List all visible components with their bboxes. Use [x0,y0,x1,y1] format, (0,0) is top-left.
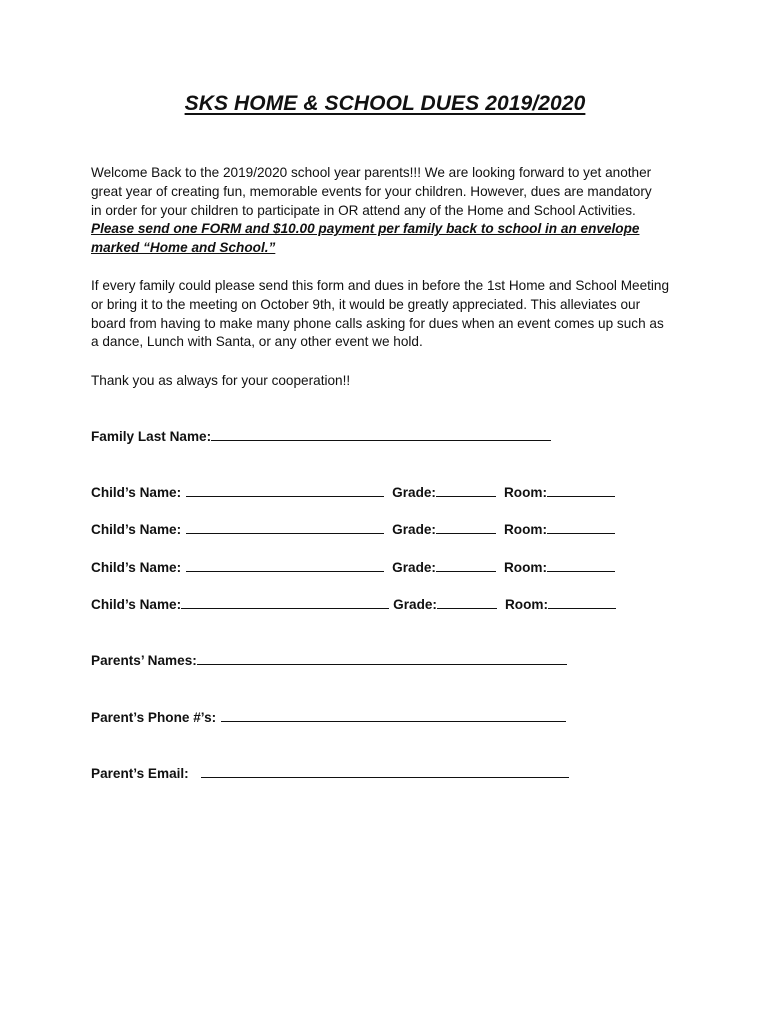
parents-names-row [91,652,567,668]
child-name-label: Child’s Name: [91,522,182,537]
room-label: Room: [503,485,548,500]
room-blank[interactable] [547,521,615,534]
request-line-4: a dance, Lunch with Santa, or any other event we hold. [91,334,423,350]
child-row [91,484,615,500]
room-blank[interactable] [547,484,615,497]
request-paragraph [91,277,691,352]
grade-blank[interactable] [437,596,497,609]
child-row [91,596,616,612]
payment-instruction-line-1: Please send one FORM and $10.00 payment per family back to school in an envelope [91,221,640,237]
grade-blank[interactable] [436,521,496,534]
payment-instruction-line-2: marked “Home and School.” [91,240,276,256]
room-label: Room: [503,560,548,575]
room-blank[interactable] [548,596,616,609]
grade-blank[interactable] [436,484,496,497]
grade-label: Grade: [392,522,436,537]
request-line-1: If every family could please send this form and dues in before the 1st Home and School Meeting [91,278,670,293]
family-last-name-row [91,428,551,444]
child-name-label: Child’s Name: [91,597,182,612]
parent-email-blank[interactable] [201,765,569,778]
intro-line-1: Welcome Back to the 2019/2020 school year parents!!! We are looking forward to yet another [91,165,652,180]
child-row [91,521,615,537]
room-label: Room: [504,597,549,612]
child-name-blank[interactable] [181,596,389,609]
child-row [91,559,615,575]
room-blank[interactable] [547,559,615,572]
parent-phone-row [91,709,566,725]
grade-label: Grade: [392,485,436,500]
request-line-3: board from having to make many phone calls asking for dues when an event comes up such as [91,315,664,331]
intro-paragraph [91,164,691,258]
parent-email-row [91,765,569,781]
parent-phone-label: Parent’s Phone #’s: [91,710,217,725]
room-label: Room: [503,522,548,537]
thank-you-text: Thank you as always for your cooperation!! [91,373,351,388]
grade-label: Grade: [393,597,437,612]
child-name-label: Child’s Name: [91,485,182,500]
child-name-blank[interactable] [186,521,384,534]
child-name-label: Child’s Name: [91,560,182,575]
parents-names-blank[interactable] [197,652,567,665]
child-name-blank[interactable] [186,559,384,572]
parent-email-label: Parent’s Email: [91,766,189,781]
parents-names-label: Parents’ Names: [91,653,197,668]
family-last-name-label: Family Last Name: [91,429,212,444]
intro-line-2: great year of creating fun, memorable events for your children. However, dues are mandatory [91,183,652,199]
document-title: SKS HOME & SCHOOL DUES 2019/2020 [184,92,586,115]
grade-label: Grade: [392,560,436,575]
child-name-blank[interactable] [186,484,384,497]
intro-line-3: in order for your children to participate in OR attend any of the Home and School Activities. [91,202,636,218]
family-last-name-blank[interactable] [211,428,551,441]
parent-phone-blank[interactable] [221,709,566,722]
request-line-2: or bring it to the meeting on October 9th, it would be greatly appreciated. This alleviates our [91,296,641,312]
grade-blank[interactable] [436,559,496,572]
